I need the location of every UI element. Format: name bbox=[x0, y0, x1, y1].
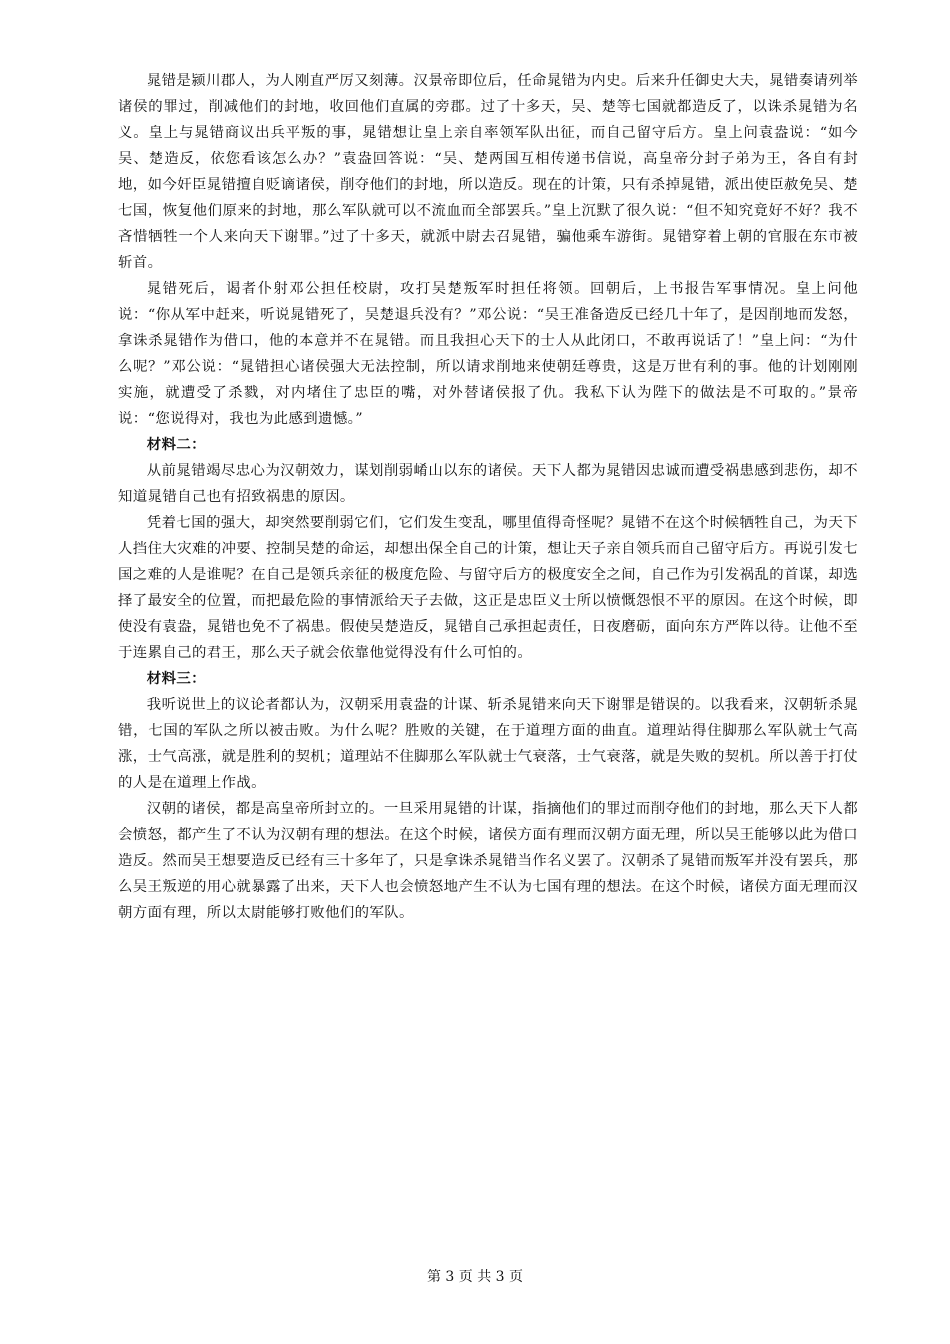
paragraph: 凭着七国的强大，却突然要削弱它们，它们发生变乱，哪里值得奇怪呢？晁错不在这个时候牺牲自己，为天下人挡住大灾难的冲要、控制吴楚的命运，却想出保全自己的计策，想让天子亲自领兵而自己留守后方。再说引发七国之难的人是谁呢？在自己是领兵亲征的极度危险、与留守后方的极度安全之间，自己作为引发祸乱的首谋，却选择了最安全的位置，而把最危险的事情派给天子去做，这正是忠臣义士所以愤慨怨恨不平的原因。在这个时候，即使没有袁盎，晁错也免不了祸患。假使吴楚造反，晁错自己承担起责任，日夜磨砺，面向东方严阵以待。让他不至于连累自己的君王，那么天子就会依靠他觉得没有什么可怕的。 bbox=[118, 515, 858, 661]
paragraph: 晁错死后，谒者仆射邓公担任校尉，攻打吴楚叛军时担任将领。回朝后，上书报告军事情况。皇上问他说：“你从军中赶来，听说晁错死了，吴楚退兵没有？”邓公说：“吴王准备造反已经几十年了，是因削地而发怒，拿诛杀晁错作为借口，他的本意并不在晁错。而且我担心天下的士人从此闭口，不敢再说话了！”皇上问：“为什么呢？”邓公说：“晁错担心诸侯强大无法控制，所以请求削地来使朝廷尊贵，这是万世有利的事。他的计划刚刚实施，就遭受了杀戮，对内堵住了忠臣的嘴，对外替诸侯报了仇。我私下认为陛下的做法是不可取的。”景帝说：“您说得对，我也为此感到遗憾。” bbox=[118, 281, 858, 427]
page-number: 第 3 页 共 3 页 bbox=[426, 1269, 524, 1285]
material-two-section bbox=[118, 432, 858, 666]
paragraph: 我听说世上的议论者都认为，汉朝采用袁盎的计谋、斩杀晁错来向天下谢罪是错误的。以我看来，汉朝斩杀晁错，七国的军队之所以被击败。为什么呢？胜败的关键，在于道理方面的曲直。道理站得住脚那么军队就士气高涨，士气高涨，就是胜利的契机；道理站不住脚那么军队就士气衰落，士气衰落，就是失败的契机。所以善于打仗的人是在道理上作战。 bbox=[118, 697, 858, 791]
document-body bbox=[118, 68, 858, 926]
section-heading: 材料二： bbox=[146, 436, 206, 453]
section-heading: 材料三： bbox=[146, 670, 206, 687]
paragraph: 从前晁错竭尽忠心为汉朝效力，谋划削弱崤山以东的诸侯。天下人都为晁错因忠诚而遭受祸患感到悲伤，却不知道晁错自己也有招致祸患的原因。 bbox=[118, 463, 858, 505]
paragraph: 汉朝的诸侯，都是高皇帝所封立的。一旦采用晁错的计谋，指摘他们的罪过而削夺他们的封地，那么天下人都会愤怒，都产生了不认为汉朝有理的想法。在这个时候，诸侯方面有理而汉朝方面无理，所以吴王能够以此为借口造反。然而吴王想要造反已经有三十多年了，只是拿诛杀晁错当作名义罢了。汉朝杀了晁错而叛军并没有罢兵，那么吴王叛逆的用心就暴露了出来，天下人也会愤怒地产生不认为七国有理的想法。在这个时候，诸侯方面无理而汉朝方面有理，所以太尉能够打败他们的军队。 bbox=[118, 801, 858, 921]
page-footer bbox=[0, 1266, 950, 1286]
material-one-section bbox=[118, 68, 858, 432]
paragraph: 晁错是颍川郡人，为人刚直严厉又刻薄。汉景帝即位后，任命晁错为内史。后来升任御史大夫，晁错奏请列举诸侯的罪过，削减他们的封地，收回他们直属的旁郡。过了十多天，吴、楚等七国就都造反了，以诛杀晁错为名义。皇上与晁错商议出兵平叛的事，晁错想让皇上亲自率领军队出征，而自己留守后方。皇上问袁盎说：“如今吴、楚造反，依您看该怎么办？”袁盎回答说：“吴、楚两国互相传递书信说，高皇帝分封子弟为王，各自有封地，如今奸臣晁错擅自贬谪诸侯，削夺他们的封地，所以造反。现在的计策，只有杀掉晁错，派出使臣赦免吴、楚七国，恢复他们原来的封地，那么军队就可以不流血而全部罢兵。”皇上沉默了很久说：“但不知究竟好不好？我不吝惜牺牲一个人来向天下谢罪。”过了十多天，就派中尉去召晁错，骗他乘车游街。晁错穿着上朝的官服在东市被斩首。 bbox=[118, 73, 858, 271]
material-three-section bbox=[118, 666, 858, 926]
